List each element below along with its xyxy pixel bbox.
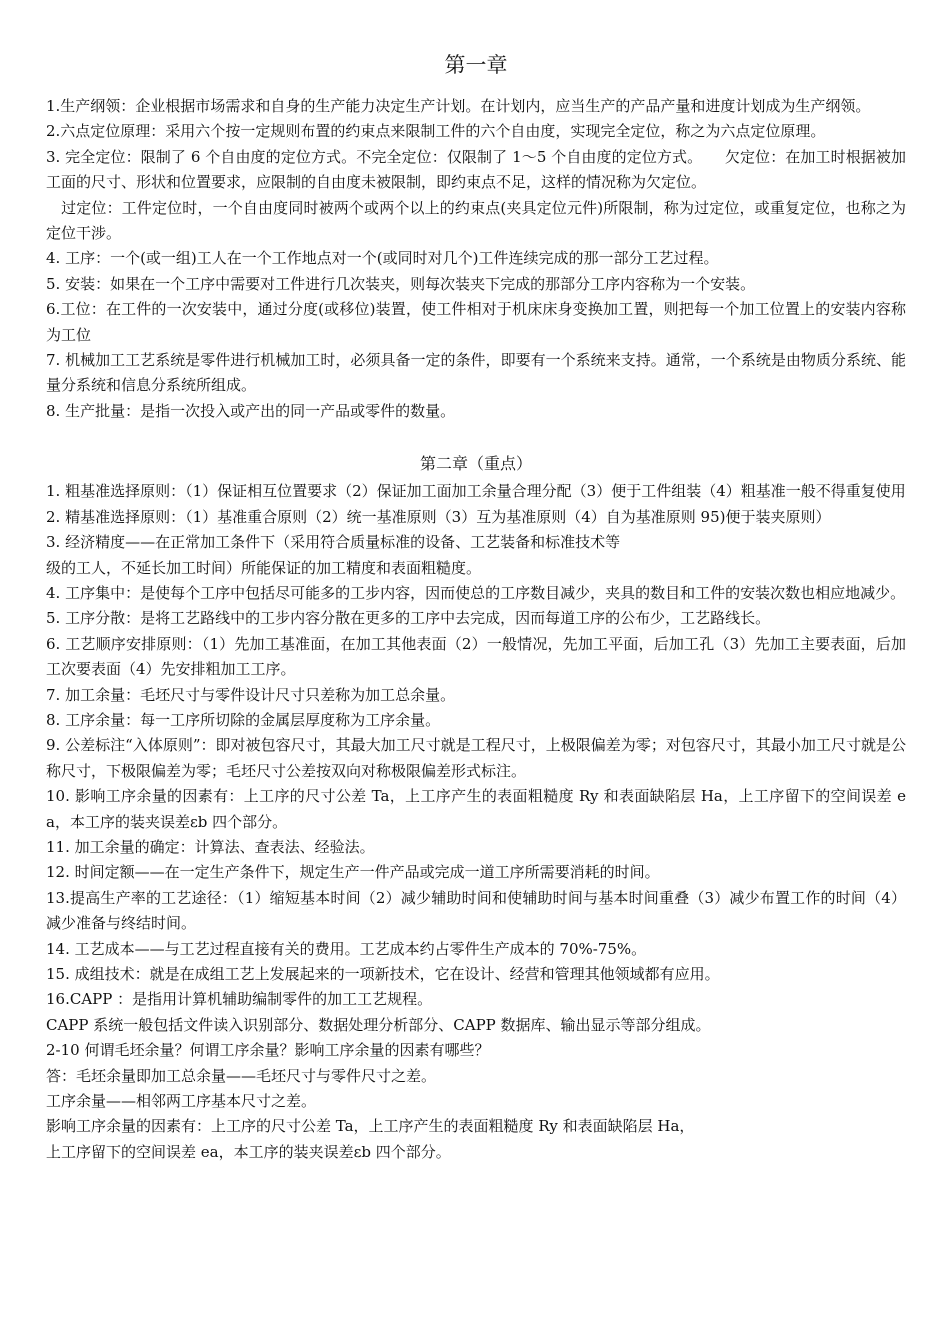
ch1-para-5: 4. 工序：一个(或一组)工人在一个工作地点对一个(或同时对几个)工件连续完成的那一部分工艺过程。 (46, 249, 719, 268)
ch2-para-2: 2. 精基准选择原则：（1）基准重合原则（2）统一基准原则（3）互为基准原则（4）自为基准原则 95)便于装夹原则） (46, 507, 831, 526)
ch2-para-5: 4. 工序集中：是使每个工序中包括尽可能多的工步内容，因而使总的工序数目减少，夹具的数目和工件的安装次数也相应地减少。 (46, 583, 906, 602)
ch2-para-15: 14. 工艺成本——与工艺过程直接有关的费用。工艺成本约占零件生产成本的 70%-75%。 (46, 939, 647, 958)
chapter-1-title: 第一章 (444, 53, 508, 77)
ch2-para-14: 13.提高生产率的工艺途径：（1）缩短基本时间（2）减少辅助时间和使辅助时间与基本时间重叠（3）减少布置工作的时间（4）减少准备与终结时间。 (46, 888, 906, 933)
ch2-para-10: 9. 公差标注“入体原则”：即对被包容尺寸，其最大加工尺寸就是工程尺寸，上极限偏差为零；对包容尺寸，其最小加工尺寸就是公称尺寸，下极限偏差为零；毛坯尺寸公差按双向对称极限偏差形式标注。 (46, 736, 906, 780)
ch2-para-12: 11. 加工余量的确定：计算法、查表法、经验法。 (46, 837, 375, 856)
ch2-para-19: 2-10 何谓毛坯余量？何谓工序余量？影响工序余量的因素有哪些？ (46, 1041, 490, 1060)
ch1-para-4: 过定位：工件定位时，一个自由度同时被两个或两个以上的约束点(夹具定位元件)所限制，称为过定位，或重复定位，也称之为定位干涉。 (46, 198, 906, 243)
chapter-2-title: 第二章（重点） (419, 454, 532, 474)
ch1-para-3: 3. 完全定位：限制了 6 个自由度的定位方式。不完全定位：仅限制了 1～5 个自由度的定位方式。 欠定位：在加工时根据被加工面的尺寸、形状和位置要求，应限制的自由度未被限制，即约束点不足，这样的情况称为欠定位。 (46, 147, 906, 192)
ch1-para-1: 1.生产纲领：企业根据市场需求和自身的生产能力决定生产计划。在计划内，应当生产的产品产量和进度计划成为生产纲领。 (46, 97, 871, 115)
ch2-para-1: 1. 粗基准选择原则：（1）保证相互位置要求（2）保证加工面加工余量合理分配（3）便于工件组装（4）粗基准一般不得重复使用 (46, 482, 906, 501)
ch2-para-8: 7. 加工余量：毛坯尺寸与零件设计尺寸只差称为加工总余量。 (46, 685, 456, 704)
ch1-para-7: 6.工位：在工件的一次安装中，通过分度(或移位)装置，使工件相对于机床床身变换加工置，则把每一个加工位置上的安装内容称为工位 (46, 300, 906, 344)
ch2-para-18: CAPP 系统一般包括文件读入识别部分、数据处理分析部分、CAPP 数据库、输出显示等部分组成。 (46, 1015, 711, 1034)
ch1-para-6: 5. 安装：如果在一个工序中需要对工件进行几次装夹，则每次装夹下完成的那部分工序内容称为一个安装。 (46, 274, 756, 293)
ch2-para-22: 影响工序余量的因素有：上工序的尺寸公差 Ta，上工序产生的表面粗糙度 Ry 和表面缺陷层 Ha， (46, 1117, 695, 1136)
ch1-para-8: 7. 机械加工工艺系统是零件进行机械加工时，必须具备一定的条件，即要有一个系统来支持。通常，一个系统是由物质分系统、能量分系统和信息分系统所组成。 (46, 351, 906, 395)
document-page (46, 50, 906, 1165)
ch2-para-4: 级的工人，不延长加工时间）所能保证的加工精度和表面粗糙度。 (46, 558, 482, 577)
ch2-para-21: 工序余量——相邻两工序基本尺寸之差。 (46, 1092, 317, 1111)
ch2-para-17: 16.CAPP ：是指用计算机辅助编制零件的加工工艺规程。 (46, 990, 433, 1009)
ch2-para-13: 12. 时间定额——在一定生产条件下，规定生产一件产品或完成一道工序所需要消耗的时间。 (46, 863, 660, 882)
ch1-para-2: 2.六点定位原理：采用六个按一定规则布置的约束点来限制工件的六个自由度，实现完全定位，称之为六点定位原理。 (46, 122, 826, 141)
ch2-para-9: 8. 工序余量：每一工序所切除的金属层厚度称为工序余量。 (46, 710, 441, 729)
ch1-para-9: 8. 生产批量：是指一次投入或产出的同一产品或零件的数量。 (46, 401, 456, 420)
ch2-para-16: 15. 成组技术：就是在成组工艺上发展起来的一项新技术，它在设计、经营和管理其他领域都有应用。 (46, 965, 720, 983)
ch2-para-23: 上工序留下的空间误差 ea，本工序的装夹误差εb 四个部分。 (46, 1142, 451, 1161)
ch2-para-7: 6. 工艺顺序安排原则：（1）先加工基准面，在加工其他表面（2）一般情况，先加工平面，后加工孔（3）先加工主要表面，后加工次要表面（4）先安排粗加工工序。 (46, 634, 906, 679)
ch2-para-3: 3. 经济精度——在正常加工条件下（采用符合质量标准的设备、工艺装备和标准技术等 (46, 533, 621, 552)
ch2-para-20: 答：毛坯余量即加工总余量——毛坯尺寸与零件尺寸之差。 (46, 1066, 437, 1085)
ch2-para-6: 5. 工序分散：是将工艺路线中的工步内容分散在更多的工序中去完成，因而每道工序的公布少，工艺路线长。 (46, 609, 771, 628)
ch2-para-11: 10. 影响工序余量的因素有：上工序的尺寸公差 Ta，上工序产生的表面粗糙度 Ry 和表面缺陷层 Ha，上工序留下的空间误差 ea，本工序的装夹误差εb 四个部分。 (46, 787, 906, 831)
